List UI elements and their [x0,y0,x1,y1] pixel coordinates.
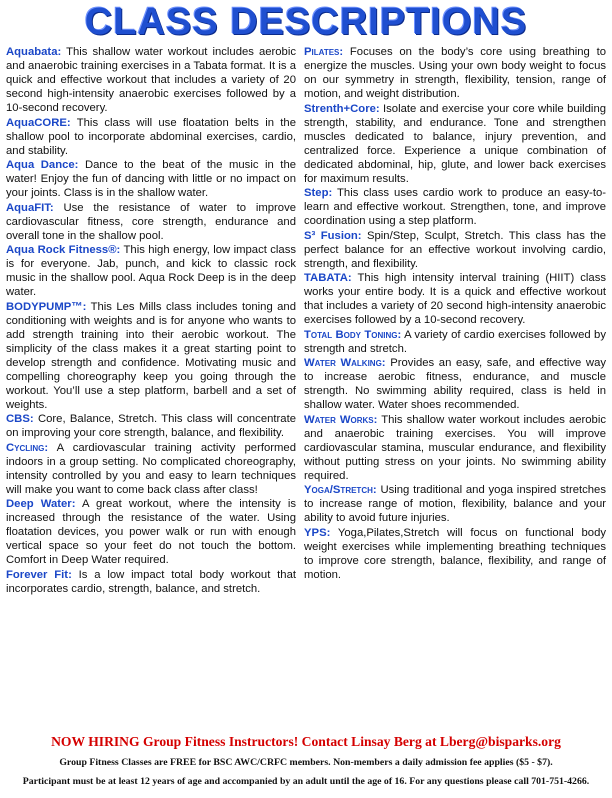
class-description: This class uses cardio work to produce an easy-to-learn and effective workout. Strengthen, tone, and improve coordination using a step platform. [304,187,607,227]
class-name: Pilates: [304,46,344,58]
class-description: Provides an easy, safe, and effective way to increase aerobic fitness, endurance, and muscle strength. No swimming ability required, class is held in shallow water. Water shoes recommended. [304,357,607,411]
class-name: Cycling: [6,441,49,454]
class-name: TABATA: [304,272,352,284]
class-name: BODYPUMP™: [6,300,87,313]
class-entry [6,497,296,567]
class-description: This high intensity interval training (HIIT) class works your entire body. It is a quick and effective workout that includes a variety of 20 second high-intensity anaerobic exercises followed by a 10-second recovery. [304,272,606,326]
right-column [304,45,606,582]
class-description: This high energy, low impact class is for everyone. Jab, punch, and kick to classic rock music in the shallow pool. Aqua Rock Deep is in the deep water. [6,244,297,298]
class-name: Yoga/Stretch: [304,484,377,496]
class-description: A cardiovascular training activity performed indoors in a group setting. No complicated choreography, intensity controlled by you and easy to learn techniques will make you want to come back class after class! [6,441,296,496]
class-name: Strenth+Core: [304,102,380,115]
class-description: Focuses on the body’s core using breathing to energize the muscles. Using your own body weight to focus on our symmetry in strength, flexibility, tension, range of motion, and weight distribution. [304,46,607,100]
class-entry [6,158,296,200]
class-entry [304,526,606,582]
class-entry [6,412,296,440]
class-entry [304,356,606,412]
hiring-notice: NOW HIRING Group Fitness Instructors! Contact Linsay Berg at Lberg@bisparks.org [51,734,561,749]
class-entry [6,568,296,596]
class-description: Is a low impact total body workout that incorporates cardio, strength, balance, and stretch. [6,568,296,595]
class-entry [304,328,606,356]
class-name: Aquabata: [6,46,62,58]
class-name: Total Body Toning: [304,328,402,341]
class-name: Forever Fit: [6,568,72,581]
class-entry [6,116,296,158]
class-entry [6,441,296,497]
class-name: Water Walking: [304,357,386,369]
class-name: Water Works: [304,413,378,426]
class-description: This shallow water workout includes aerobic and anaerobic training exercises. You will improve cardiovascular stamina, muscular endurance, and flexibility without putting stress on your joints. No swimming ability required. [304,413,606,482]
class-description: This class will use floatation belts in the shallow pool to incorporate abdominal exercises, cardio, and stability. [6,116,296,157]
class-name: Deep Water: [6,498,76,510]
class-description: Use the resistance of water to improve cardiovascular fitness, core strength, endurance and overall tone in the shallow pool. [6,201,297,242]
membership-note: Group Fitness Classes are FREE for BSC AWC/CRFC members. Non-members a daily admission fee applies ($5 - $7). [59,757,553,768]
class-name: AquaCORE: [6,116,71,129]
class-entry [304,483,606,525]
class-description: Core, Balance, Stretch. This class will concentrate on improving your core strength, balance, and flexibility. [6,413,296,439]
class-entry [6,300,296,412]
class-name: YPS: [304,526,331,539]
class-entry [6,201,296,243]
class-description: Using traditional and yoga inspired stretches to increase range of motion, flexibility, balance and your ability to avoid future injuries. [304,484,606,524]
age-requirement-note: Participant must be at least 12 years of age and accompanied by an adult until the age of 16. For any questions please call 701-751-4266. [22,776,590,787]
class-name: AquaFIT: [6,201,54,214]
class-entry [304,229,606,271]
class-description: Spin/Step, Sculpt, Stretch. This class has the perfect balance for an effective workout involving cardio, strength, and flexibility. [304,229,607,270]
left-column [6,45,296,596]
class-description: Dance to the beat of the music in the water! Enjoy the fun of dancing with little or no impact on your joints. Class is in the shallow water. [6,159,297,199]
class-name: Aqua Dance: [6,159,79,171]
class-description: A variety of cardio exercises followed by strength and stretch. [304,328,606,355]
class-description: Yoga,Pilates,Stretch will focus on functional body weight exercises while implementing breathing techniques to improve core strength, balance, flexibility, and range of motion. [304,526,606,581]
class-name: Step: [304,187,333,199]
class-name: Aqua Rock Fitness®: [6,244,121,256]
class-entry [6,243,296,299]
class-entry [304,186,606,228]
class-description: A great workout, where the intensity is increased through the resistance of the water. Using floatation devices, you power walk or run with enough vertical space so your feet do not touch the bottom. Comfort in Deep Water required. [6,498,297,566]
class-entry [304,271,606,327]
class-description: This Les Mills class includes toning and conditioning with weights and is for anyone who wants to add strength training into their aerobic workout. The simplicity of the class makes it a great starting point to develop strength and confidence. Motivating music and compelling choreography keep you going through the workout. You’ll use a step platform, barbell and a set of weights. [6,300,296,411]
class-entry [304,45,606,101]
class-entry [304,413,606,483]
class-entry [6,45,296,115]
class-description: This shallow water workout includes aerobic and anaerobic training exercises in a Tabata format. It is a quick and effective workout that includes a variety of 20 second high-intensity anaerobic exercises followed by a 10-second recovery. [6,46,296,114]
class-description: Isolate and exercise your core while building strength, stability, and endurance. Tone and strengthen muscles dedicated to balance, injury prevention, and centralized force. Experience a unique combination of dedicated abdominal, hip, glute, and lower back exercises for maximum results. [304,102,607,185]
class-name: S³ Fusion: [304,229,362,242]
class-entry [304,102,606,186]
class-name: CBS: [6,413,34,425]
page-title: CLASS DESCRIPTIONS [84,1,528,43]
